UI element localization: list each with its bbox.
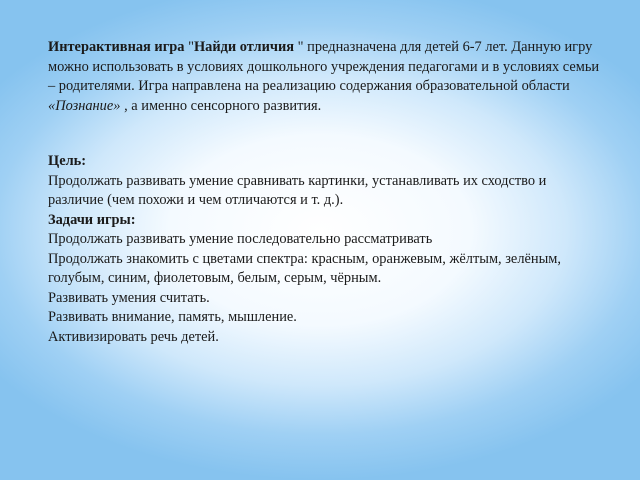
task-item: Развивать внимание, память, мышление. bbox=[48, 309, 297, 325]
goal-text: Продолжать развивать умение сравнивать картинки, устанавливать их сходство и различие (чем похожи и чем отличаются и т. д.). bbox=[48, 172, 547, 208]
intro-text-part2: , а именно сенсорного развития. bbox=[120, 97, 322, 114]
intro-label: Интерактивная игра bbox=[48, 39, 185, 55]
task-item: Продолжать развивать умение последовательно рассматривать bbox=[48, 231, 433, 247]
task-item: Активизировать речь детей. bbox=[48, 328, 219, 345]
quote-close: " bbox=[294, 39, 308, 55]
game-name: Найди отличия bbox=[193, 39, 295, 55]
task-item: Продолжать знакомить с цветами спектра: красным, оранжевым, жёлтым, зелёным, голубым, синим, фиолетовым, белым, серым, чёрным. bbox=[48, 250, 561, 286]
educational-area: «Познание» bbox=[48, 97, 121, 114]
slide-content bbox=[48, 38, 600, 347]
spacer bbox=[48, 116, 600, 152]
intro-paragraph bbox=[48, 38, 600, 116]
goal-heading: Цель: bbox=[48, 153, 87, 169]
task-item: Развивать умения считать. bbox=[48, 289, 210, 306]
tasks-heading: Задачи игры: bbox=[48, 211, 136, 228]
quote-open: " bbox=[184, 39, 194, 55]
intro-text-part1: предназначена для детей 6-7 лет. Данную игру можно использовать в условиях дошкольного учреждения педагогами и в условиях семьи – родителями. Игра направлена на реализацию содержания образовательной области bbox=[48, 39, 600, 94]
goal-section bbox=[48, 152, 600, 347]
